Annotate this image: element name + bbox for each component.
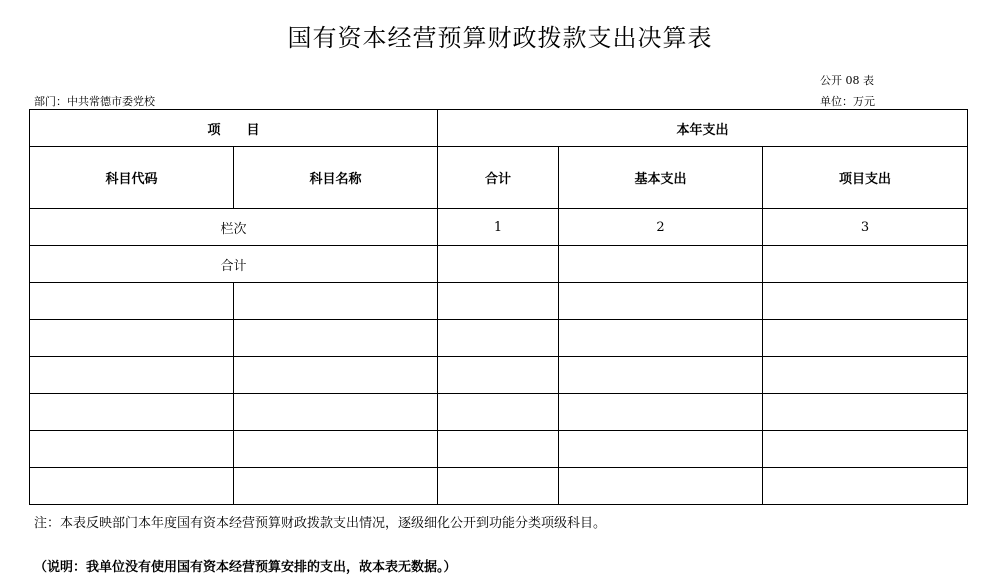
- column-index-project: 3: [763, 209, 968, 246]
- header-project-expenditure: 项目支出: [763, 147, 968, 209]
- table-cell: [763, 431, 968, 468]
- header-item: 项 目: [30, 110, 438, 147]
- header-basic-expenditure: 基本支出: [559, 147, 763, 209]
- table-cell: [438, 283, 559, 320]
- table-cell: [234, 357, 438, 394]
- department-label: 部门：中共常德市委党校: [34, 95, 155, 108]
- table-row: [30, 357, 968, 394]
- table-cell: [438, 320, 559, 357]
- table-cell: [438, 468, 559, 505]
- table-row: [30, 394, 968, 431]
- total-row-project: [763, 246, 968, 283]
- total-row: [30, 246, 968, 283]
- table-cell: [234, 283, 438, 320]
- total-row-label: 合计: [30, 246, 438, 283]
- header-row-2: [30, 147, 968, 209]
- table-cell: [763, 468, 968, 505]
- table-cell: [763, 357, 968, 394]
- table-cell: [234, 320, 438, 357]
- footnote: 注：本表反映部门本年度国有资本经营预算财政拨款支出情况，逐级细化公开到功能分类项级科目。: [34, 516, 607, 531]
- table-row: [30, 320, 968, 357]
- table-cell: [234, 431, 438, 468]
- table-cell: [559, 468, 763, 505]
- table-cell: [559, 320, 763, 357]
- table-cell: [438, 394, 559, 431]
- unit-label: 单位：万元: [820, 95, 875, 108]
- table-cell: [763, 320, 968, 357]
- column-index-total: 1: [438, 209, 559, 246]
- table-cell: [559, 431, 763, 468]
- header-subject-name: 科目名称: [234, 147, 438, 209]
- table-cell: [559, 357, 763, 394]
- total-row-basic: [559, 246, 763, 283]
- page-title: 国有资本经营预算财政拨款支出决算表: [287, 24, 713, 52]
- table-row: [30, 468, 968, 505]
- table-cell: [30, 283, 234, 320]
- header-subject-code: 科目代码: [30, 147, 234, 209]
- header-current-year-expenditure: 本年支出: [438, 110, 968, 147]
- remark: （说明：我单位没有使用国有资本经营预算安排的支出，故本表无数据。）: [34, 560, 457, 575]
- total-row-total: [438, 246, 559, 283]
- table-row: [30, 431, 968, 468]
- table-cell: [30, 431, 234, 468]
- table-cell: [30, 468, 234, 505]
- table-cell: [234, 468, 438, 505]
- table-cell: [30, 394, 234, 431]
- column-index-basic: 2: [559, 209, 763, 246]
- expenditure-table: [29, 109, 968, 505]
- column-index-label: 栏次: [30, 209, 438, 246]
- table-cell: [438, 431, 559, 468]
- table-cell: [30, 357, 234, 394]
- table-row: [30, 283, 968, 320]
- header-total: 合计: [438, 147, 559, 209]
- table-cell: [234, 394, 438, 431]
- table-cell: [438, 357, 559, 394]
- table-cell: [763, 394, 968, 431]
- header-row-1: [30, 110, 968, 147]
- table-cell: [763, 283, 968, 320]
- form-number: 公开 08 表: [820, 74, 874, 87]
- column-index-row: [30, 209, 968, 246]
- table-cell: [30, 320, 234, 357]
- table-cell: [559, 283, 763, 320]
- table-cell: [559, 394, 763, 431]
